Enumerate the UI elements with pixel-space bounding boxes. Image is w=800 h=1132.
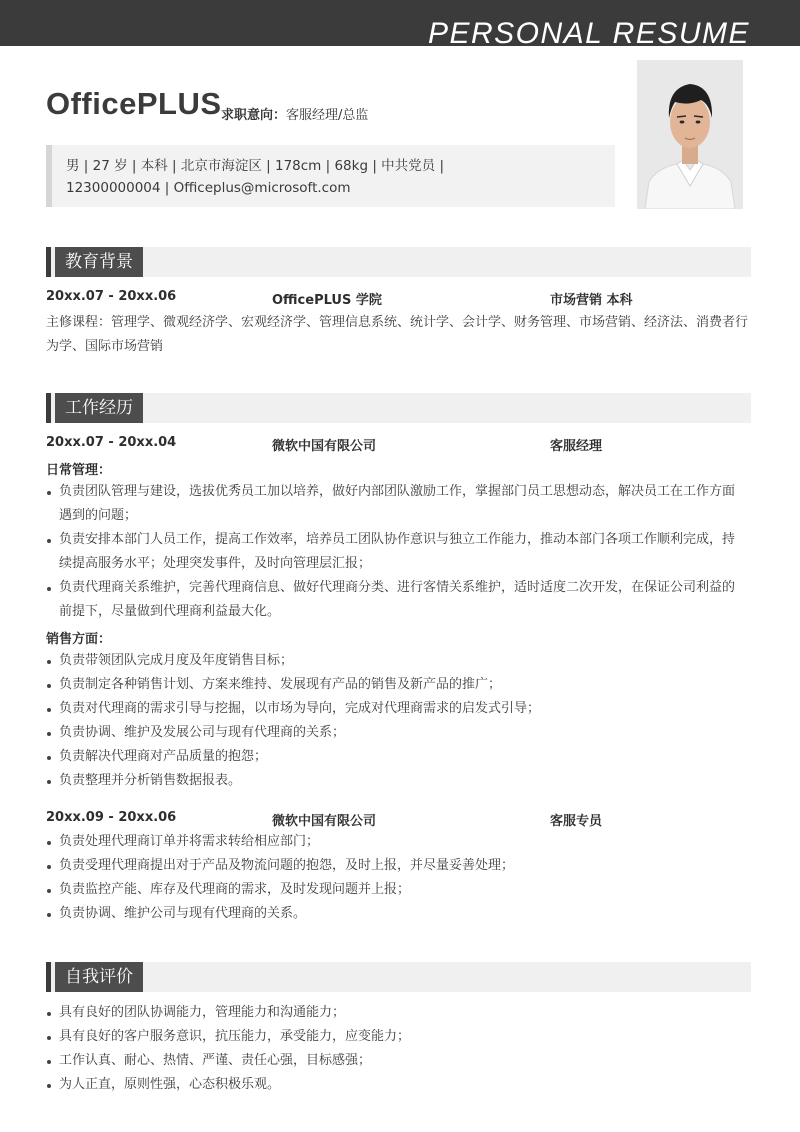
- list-item: 负责团队管理与建设，选拔优秀员工加以培养，做好内部团队激励工作，掌握部门员工思想动态，解决员工在工作方面遇到的问题；: [46, 480, 746, 528]
- self-eval-section-header: [46, 962, 751, 992]
- profile-photo: [637, 60, 743, 209]
- job-date: 20xx.07 - 20xx.04: [46, 435, 177, 450]
- basic-info-box: [46, 145, 615, 207]
- list-item: 负责受理代理商提出对于产品及物流问题的抱怨，及时上报，并尽量妥善处理；: [46, 854, 746, 878]
- list-item: 工作认真、耐心、热情、严谨、责任心强，目标感强；: [46, 1049, 746, 1073]
- education-major: 市场营销 本科: [550, 293, 633, 308]
- job-company: 微软中国有限公司: [272, 439, 377, 454]
- info-accent-bar: [46, 145, 52, 207]
- section-accent-bar: [46, 962, 51, 992]
- daily-management-list: [46, 480, 746, 624]
- list-item: 负责安排本部门人员工作，提高工作效率，培养员工团队协作意识与独立工作能力，推动本部门各项工作顺利完成，持续提高服务水平；处理突发事件，及时向管理层汇报；: [46, 528, 746, 576]
- education-courses: 主修课程：管理学、微观经济学、宏观经济学、管理信息系统、统计学、会计学、财务管理、市场营销、经济法、消费者行为学、国际市场营销: [46, 315, 749, 354]
- list-item: 负责协调、维护公司与现有代理商的关系。: [46, 902, 746, 926]
- banner-title: PERSONAL RESUME: [427, 17, 750, 50]
- list-item: 负责整理并分析销售数据报表。: [46, 769, 746, 793]
- job-company: 微软中国有限公司: [272, 814, 377, 829]
- list-item: 负责对代理商的需求引导与挖掘，以市场为导向，完成对代理商需求的启发式引导；: [46, 697, 746, 721]
- list-item: 为人正直，原则性强，心态积极乐观。: [46, 1073, 746, 1097]
- sales-duties-list: [46, 649, 746, 793]
- job-duties-list: [46, 830, 746, 926]
- list-item: 负责制定各种销售计划、方案来维持、发展现有产品的销售及新产品的推广；: [46, 673, 746, 697]
- job-role: 客服专员: [550, 814, 603, 829]
- list-item: 负责解决代理商对产品质量的抱怨；: [46, 745, 746, 769]
- work-title: 工作经历: [55, 393, 143, 423]
- section-accent-bar: [46, 247, 51, 277]
- portrait-illustration: [637, 60, 743, 209]
- contact-info-line: 12300000004 | Officeplus@microsoft.com: [66, 180, 351, 196]
- top-banner: [0, 0, 800, 50]
- job-intent-label: 求职意向：: [221, 108, 287, 123]
- list-item: 具有良好的团队协调能力，管理能力和沟通能力；: [46, 1001, 746, 1025]
- education-school: OfficePLUS 学院: [272, 293, 382, 308]
- job-intent: [221, 104, 368, 123]
- list-item: 负责监控产能、库存及代理商的需求，及时发现问题并上报；: [46, 878, 746, 902]
- duty-group-heading: 销售方面：: [46, 632, 112, 647]
- list-item: 负责处理代理商订单并将需求转给相应部门；: [46, 830, 746, 854]
- job-intent-value: 客服经理/总监: [286, 108, 369, 123]
- job-role: 客服经理: [550, 439, 603, 454]
- work-section-header: [46, 393, 751, 423]
- education-title: 教育背景: [55, 247, 143, 277]
- job-date: 20xx.09 - 20xx.06: [46, 810, 177, 825]
- list-item: 负责协调、维护及发展公司与现有代理商的关系；: [46, 721, 746, 745]
- list-item: 负责代理商关系维护，完善代理商信息、做好代理商分类、进行客情关系维护，适时适度二次开发，在保证公司利益的前提下，尽量做到代理商利益最大化。: [46, 576, 746, 624]
- candidate-name: OfficePLUS: [46, 86, 222, 121]
- section-accent-bar: [46, 393, 51, 423]
- duty-group-heading: 日常管理：: [46, 463, 112, 478]
- basic-info-line: 男 | 27 岁 | 本科 | 北京市海淀区 | 178cm | 68kg | 中共党员 |: [66, 158, 444, 174]
- self-eval-list: [46, 1001, 746, 1097]
- list-item: 负责带领团队完成月度及年度销售目标；: [46, 649, 746, 673]
- education-section-header: [46, 247, 751, 277]
- education-date: 20xx.07 - 20xx.06: [46, 289, 177, 304]
- self-eval-title: 自我评价: [55, 962, 143, 992]
- list-item: 具有良好的客户服务意识，抗压能力，承受能力，应变能力；: [46, 1025, 746, 1049]
